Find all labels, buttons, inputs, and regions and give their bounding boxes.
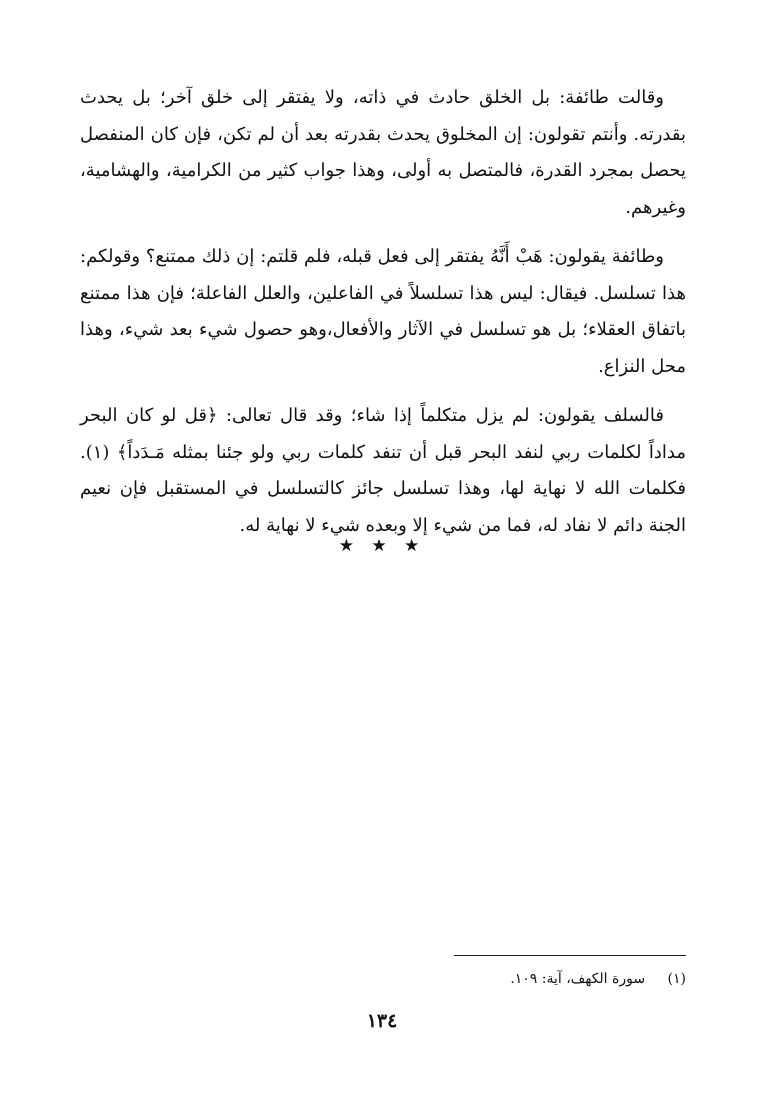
footnote-divider [454,955,686,956]
paragraph-3: فالسلف يقولون: لم يزل متكلماً إذا شاء؛ وقد قال تعالى: ﴿قل لو كان البحر مداداً لكلمات ربي لنفد البحر قبل أن تنفد كلمات ربي ولو جئنا بمثله مَـدَداً﴾ (١). فكلمات الله لا نهاية لها، وهذا تسلسل جائز كالتسلسل في المستقبل فإن نعيم الجنة دائم لا نفاد له، فما من شيء إلا وبعده شيء لا نهاية له. [80,405,686,536]
footnote-text: سورة الكهف، آية: ١٠٩. [510,971,646,987]
footnote [386,968,686,990]
footnote-marker: (١) [667,971,686,987]
page-number: ١٣٤ [366,1010,398,1032]
main-text-block [80,80,686,557]
paragraph-2: وطائفة يقولون: هَبْ أَنَّهُ يفتقر إلى فعل قبله، فلم قلتم: إن ذلك ممتنع؟ وقولكم: هذا تسلسل. فيقال: ليس هذا تسلسلاً في الفاعلين، والعلل الفاعلة؛ فإن هذا ممتنع باتفاق العقلاء؛ بل هو تسلسل في الآثار والأفعال،وهو حصول شيء بعد شيء، وهذا محل النزاع. [80,246,686,377]
paragraph-1: وقالت طائفة: بل الخلق حادث في ذاته، ولا يفتقر إلى خلق آخر؛ بل يحدث بقدرته. وأنتم تقولون: إن المخلوق يحدث بقدرته بعد أن لم تكن، فإن كان المنفصل يحصل بمجرد القدرة، فالمتصل به أولى، وهذا جواب كثير من الكرامية، والهشامية، وغيرهم. [80,87,686,218]
section-separator: ★ ★ ★ [338,536,426,556]
